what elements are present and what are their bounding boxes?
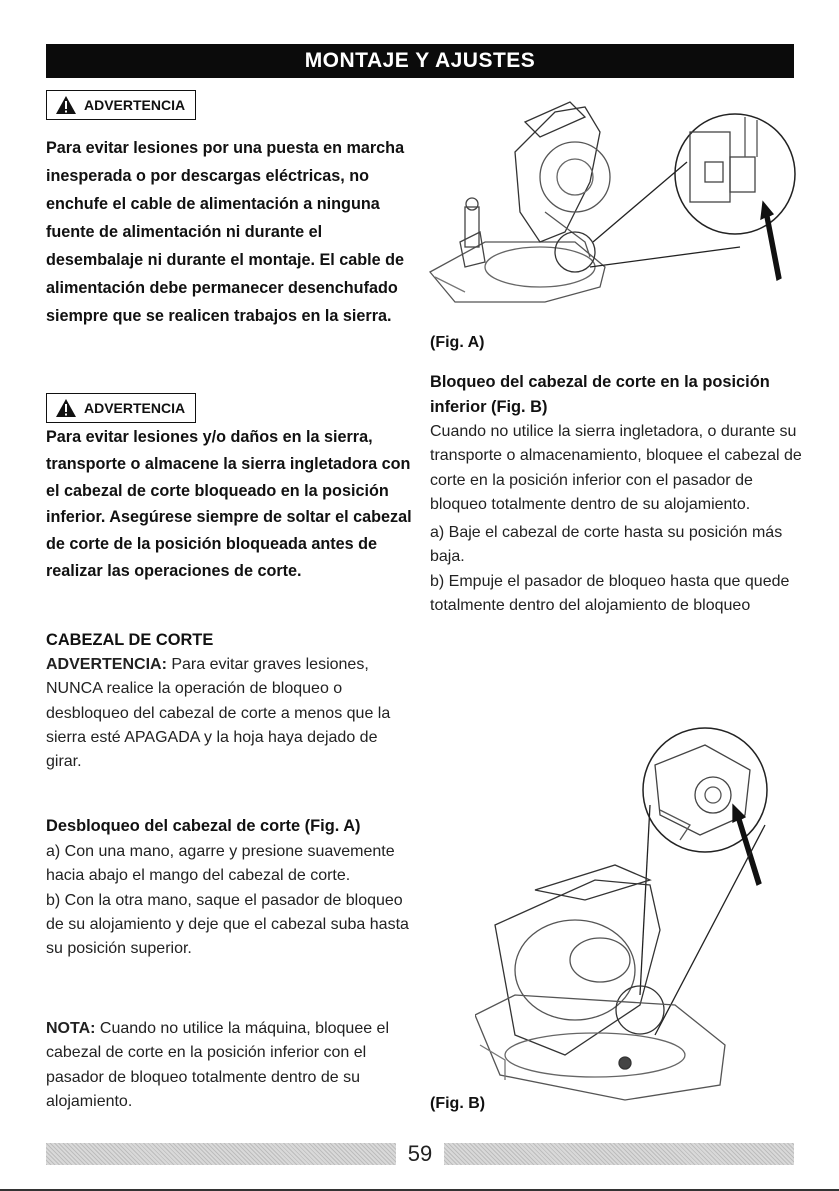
unlock-heading: Desbloqueo del cabezal de corte (Fig. A) (46, 817, 361, 835)
warning-text: Para evitar lesiones por una puesta en marcha inesperada o por descargas eléctricas, no enchufe el cable de alimentación a ninguna fuente de alimentación ni durante el desembalaje ni durante el montaje. El cable de alimentación debe permanecer desenchufado siempre que se realicen trabajos en la sierra. (46, 139, 405, 325)
footer-pattern-right (444, 1143, 794, 1165)
unlock-step-a: a) Con una mano, agarre y presione suavemente hacia abajo el mango del cabezal de corte. (46, 843, 395, 885)
warning-triangle-icon (55, 95, 77, 115)
warning-text: Para evitar lesiones y/o daños en la sierra, transporte o almacene la sierra ingletadora con el cabezal de corte bloqueado en la posición inferior. Asegúrese siempre de soltar el cabezal de corte de la posición bloqueada antes de realizar las operaciones de corte. (46, 428, 412, 580)
cutting-head-section (46, 628, 416, 774)
figure-a-caption: (Fig. A) (430, 334, 485, 351)
figure-b-illustration (475, 715, 805, 1105)
cutting-head-warning (46, 653, 416, 774)
unlock-section (46, 814, 416, 961)
section-title: MONTAJE Y AJUSTES (304, 49, 536, 72)
section-heading: CABEZAL DE CORTE (46, 631, 214, 649)
lock-section (430, 370, 805, 618)
note-text: Cuando no utilice la máquina, bloquee el cabezal de corte en la posición inferior con el pasador de bloqueo totalmente dentro de su alojamiento. (46, 1020, 390, 1110)
lock-heading: Bloqueo del cabezal de corte en la posición inferior (Fig. B) (430, 373, 770, 416)
page-number: 59 (407, 1141, 433, 1166)
warning-triangle-icon (55, 398, 77, 418)
figure-b-caption: (Fig. B) (430, 1095, 486, 1112)
lock-intro: Cuando no utilice la sierra ingletadora, o durante su transporte o almacenamiento, bloquee el cabezal de corte en la posición inferior con el pasador de bloqueo totalmente dentro de su alojamiento. (430, 423, 802, 513)
warning-text-block (46, 134, 416, 330)
lock-step-a: a) Baje el cabezal de corte hasta su posición más baja. (430, 524, 783, 566)
lock-step-b: b) Empuje el pasador de bloqueo hasta que quede totalmente dentro del alojamiento de bloqueo (430, 572, 790, 615)
note-label: NOTA: (46, 1020, 96, 1037)
note-section (46, 1017, 416, 1114)
warning-label: ADVERTENCIA (84, 97, 186, 113)
warning-text-block-2 (46, 424, 421, 585)
warning-inline-label: ADVERTENCIA: (46, 656, 167, 673)
note-paragraph (46, 1017, 416, 1114)
warning-label-box (46, 90, 196, 120)
warning-inline-text: Para evitar graves lesiones, NUNCA realice la operación de bloqueo o desbloqueo del cabezal de corte a menos que la sierra esté APAGADA y la hoja haya dejado de girar. (46, 656, 391, 771)
unlock-step-b: b) Con la otra mano, saque el pasador de bloqueo de su alojamiento y deje que el cabezal suba hasta su posición superior. (46, 891, 409, 958)
warning-label: ADVERTENCIA (84, 400, 186, 416)
footer-pattern-left (46, 1143, 396, 1165)
warning-label-box-2 (46, 393, 196, 423)
figure-a-illustration (425, 92, 805, 317)
section-header (46, 44, 794, 78)
